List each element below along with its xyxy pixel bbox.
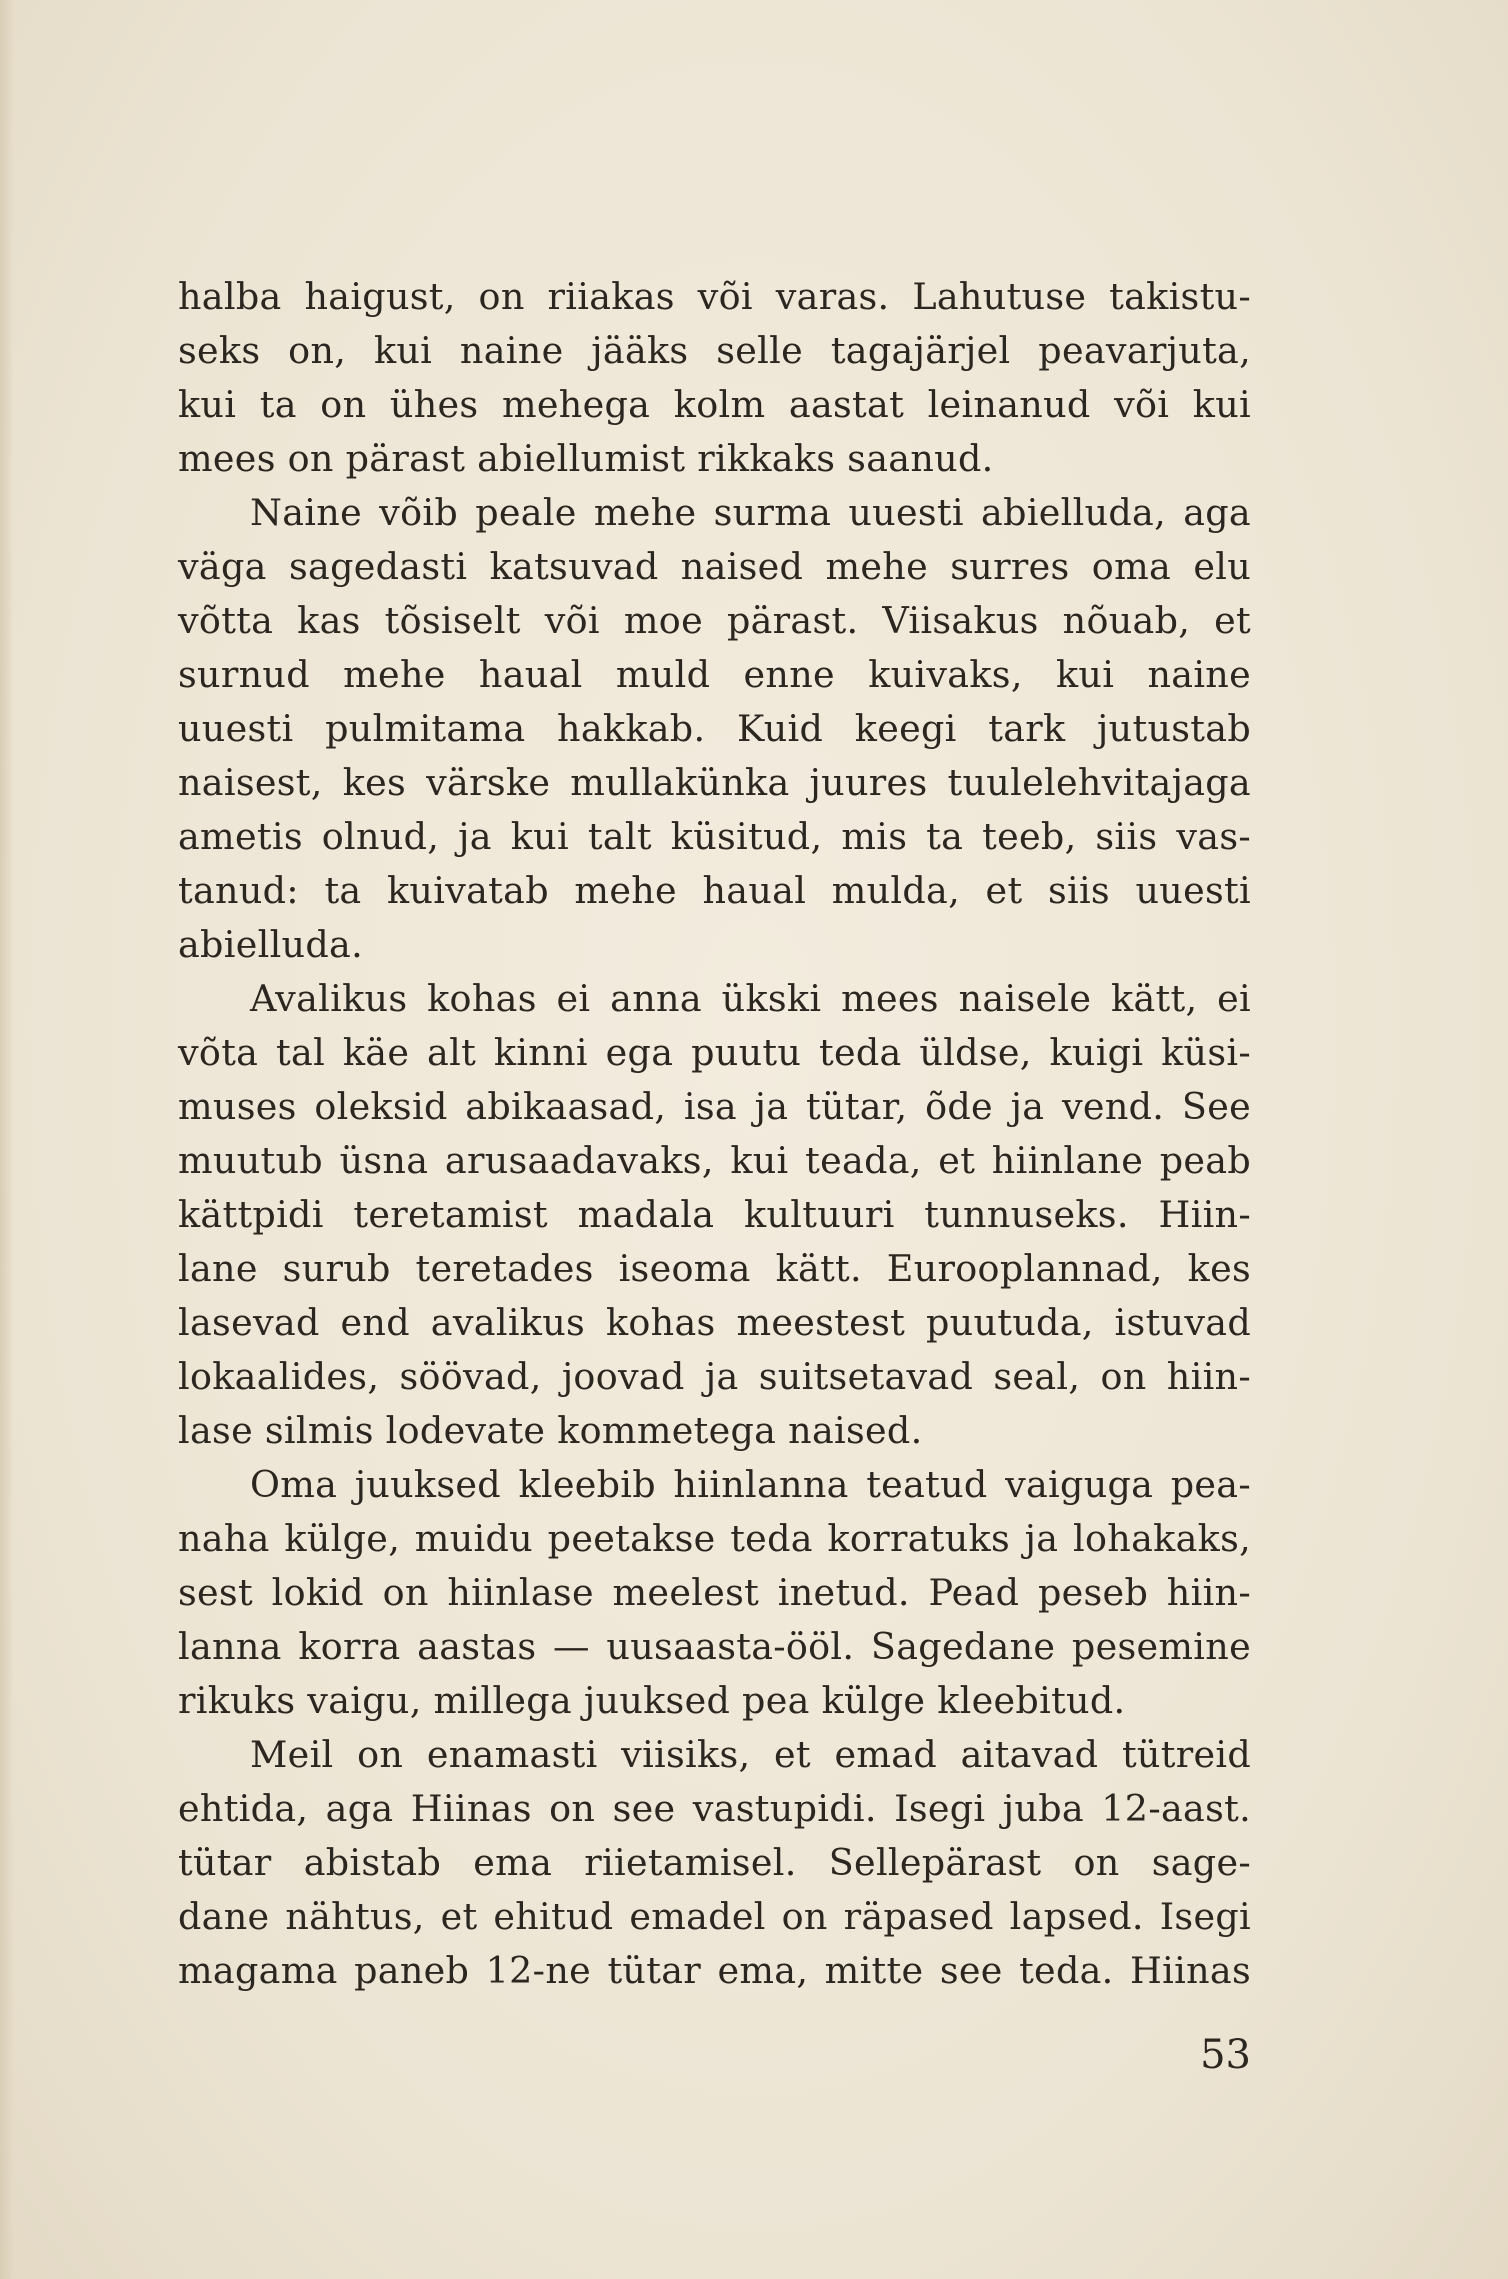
text-line: muses oleksid abikaasad, isa ja tütar, õde ja vend. See [178, 1085, 1251, 1128]
text-line: lase silmis lodevate kommetega naised. [178, 1409, 923, 1452]
text-line: tütar abistab ema riietamisel. Sellepärast on sage- [178, 1841, 1251, 1884]
text-line: dane nähtus, et ehitud emadel on räpased lapsed. Isegi [178, 1895, 1251, 1938]
text-line: lasevad end avalikus kohas meestest puutuda, istuvad [178, 1301, 1251, 1344]
text-line: halba haigust, on riiakas või varas. Lahutuse takistu- [178, 275, 1251, 318]
text-line: naisest, kes värske mullakünka juures tuulelehvitajaga [178, 761, 1251, 804]
text-line: Meil on enamasti viisiks, et emad aitavad tütreid [250, 1733, 1251, 1776]
text-line: lokaalides, söövad, joovad ja suitsetavad seal, on hiin- [178, 1355, 1251, 1398]
text-line: sest lokid on hiinlase meelest inetud. Pead peseb hiin- [178, 1571, 1251, 1614]
text-line: kättpidi teretamist madala kultuuri tunnuseks. Hiin- [178, 1193, 1251, 1236]
body-text [178, 270, 1251, 1998]
text-line: Naine võib peale mehe surma uuesti abielluda, aga [250, 491, 1251, 534]
text-line: võta tal käe alt kinni ega puutu teda üldse, kuigi küsi- [178, 1031, 1251, 1074]
text-line: tanud: ta kuivatab mehe haual mulda, et siis uuesti [178, 869, 1251, 912]
text-line: ametis olnud, ja kui talt küsitud, mis ta teeb, siis vas- [178, 815, 1251, 858]
text-line: Avalikus kohas ei anna ükski mees naisele kätt, ei [250, 977, 1251, 1020]
text-line: ehtida, aga Hiinas on see vastupidi. Isegi juba 12-aast. [178, 1787, 1251, 1830]
text-line: lanna korra aastas — uusaasta-ööl. Sagedane pesemine [178, 1625, 1251, 1668]
text-line: naha külge, muidu peetakse teda korratuks ja lohakaks, [178, 1517, 1251, 1560]
text-line: Oma juuksed kleebib hiinlanna teatud vaiguga pea- [250, 1463, 1251, 1506]
text-line: mees on pärast abiellumist rikkaks saanud. [178, 437, 994, 480]
text-line: abielluda. [178, 923, 363, 966]
text-line: seks on, kui naine jääks selle tagajärjel peavarjuta, [178, 329, 1251, 372]
text-line: surnud mehe haual muld enne kuivaks, kui naine [178, 653, 1251, 696]
text-line: uuesti pulmitama hakkab. Kuid keegi tark jutustab [178, 707, 1251, 750]
text-line: väga sagedasti katsuvad naised mehe surres oma elu [178, 545, 1251, 588]
page-edge-shadow [0, 0, 14, 2279]
text-line: lane surub teretades iseoma kätt. Eurooplannad, kes [178, 1247, 1251, 1290]
text-line: võtta kas tõsiselt või moe pärast. Viisakus nõuab, et [178, 599, 1251, 642]
text-line: muutub üsna arusaadavaks, kui teada, et hiinlane peab [178, 1139, 1251, 1182]
text-line: rikuks vaigu, millega juuksed pea külge kleebitud. [178, 1679, 1126, 1722]
text-line: kui ta on ühes mehega kolm aastat leinanud või kui [178, 383, 1251, 426]
text-line: magama paneb 12-ne tütar ema, mitte see teda. Hiinas [178, 1949, 1251, 1992]
page-number: 53 [1200, 2032, 1251, 2078]
